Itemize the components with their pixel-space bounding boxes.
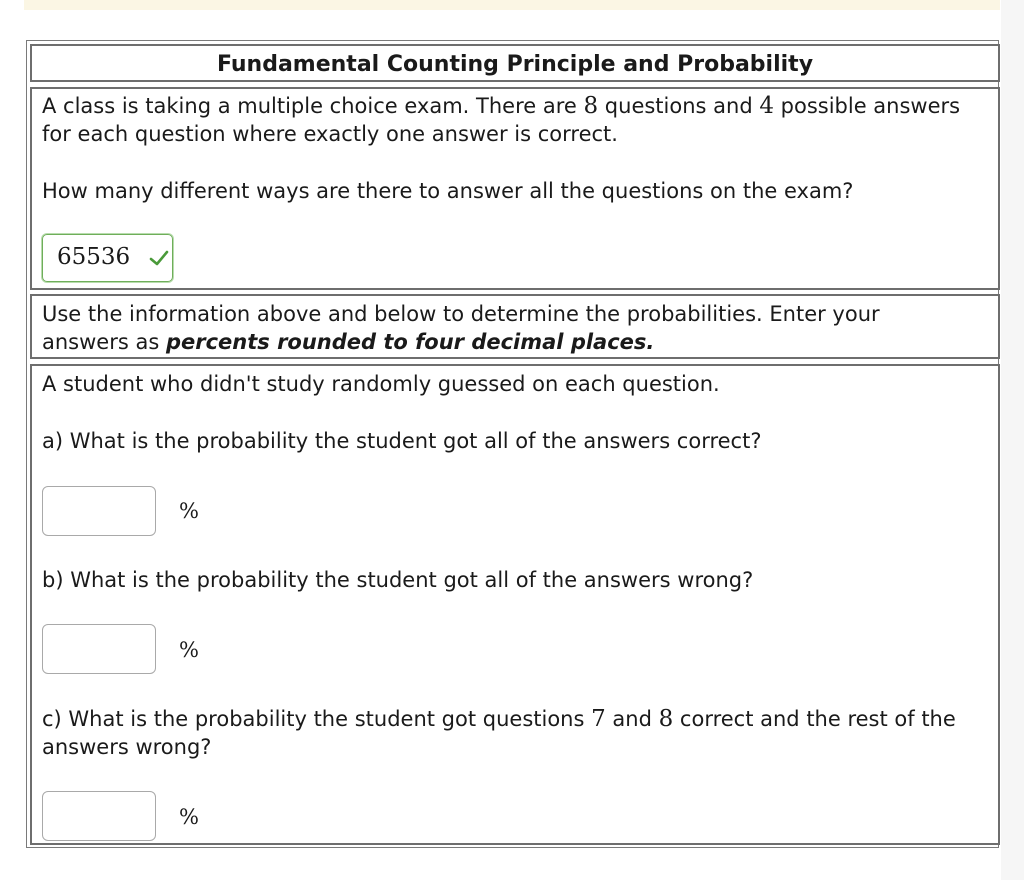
question-number-7: 7 (591, 706, 606, 732)
instructions-line-2: answers as percents rounded to four decimal places. (42, 330, 655, 354)
part-a-answer-input[interactable] (42, 486, 156, 536)
part-b-answer-input[interactable] (42, 624, 156, 674)
num-answers: 4 (759, 93, 774, 119)
question-number-8: 8 (658, 706, 674, 732)
part-c-answer-input[interactable] (42, 791, 156, 841)
question-1-answer-input[interactable] (42, 234, 173, 282)
question-1-panel (30, 87, 1000, 290)
page-title: Fundamental Counting Principle and Probability (216, 52, 814, 77)
part-b-unit: % (179, 638, 199, 662)
checkmark-icon (149, 249, 169, 267)
part-c-unit: % (179, 805, 199, 829)
page-right-margin (1001, 0, 1024, 880)
question-1-line-2: for each question where exactly one answer is correct. (42, 122, 618, 146)
instructions-panel (30, 294, 1000, 359)
instructions-emphasis: percents rounded to four decimal places. (165, 330, 655, 354)
title-panel (30, 44, 1000, 82)
part-c-question-line-2: answers wrong? (42, 735, 212, 759)
num-questions: 8 (583, 93, 599, 119)
part-a-question: a) What is the probability the student got all of the answers correct? (42, 429, 762, 453)
parts-intro: A student who didn't study randomly guessed on each question. (42, 372, 720, 396)
question-1-prompt: How many different ways are there to answer all the questions on the exam? (42, 179, 854, 203)
top-banner-strip (24, 0, 1000, 10)
answer-value: 65536 (57, 244, 131, 270)
parts-panel (30, 364, 1000, 845)
part-b-question: b) What is the probability the student got all of the answers wrong? (42, 568, 754, 592)
question-1-line-1: A class is taking a multiple choice exam. There are 8 questions and 4 possible answers (42, 93, 961, 119)
instructions-line-1: Use the information above and below to determine the probabilities. Enter your (42, 302, 880, 326)
part-a-unit: % (179, 499, 199, 523)
part-c-question-line-1: c) What is the probability the student got questions 7 and 8 correct and the rest of the (42, 706, 956, 732)
